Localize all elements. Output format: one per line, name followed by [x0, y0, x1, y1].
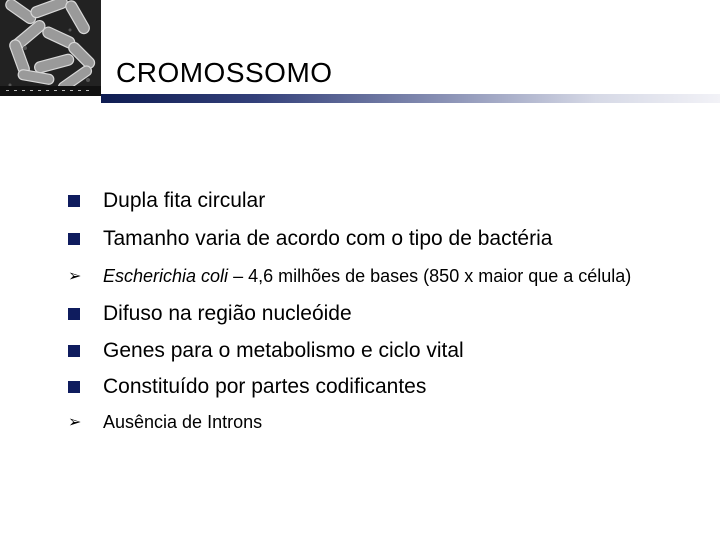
- sub-bullet-text: Ausência de Introns: [103, 412, 263, 432]
- bullet-text: Tamanho varia de acordo com o tipo de bactéria: [103, 227, 553, 250]
- sub-bullet-item: [0, 264, 720, 294]
- bullet-item: [0, 226, 720, 256]
- bullet-item: [0, 338, 720, 368]
- bullet-item: [0, 188, 720, 218]
- sub-bullet-item: [0, 410, 720, 440]
- square-bullet-icon: [68, 381, 80, 393]
- square-bullet-icon: [68, 308, 80, 320]
- square-bullet-icon: [68, 233, 80, 245]
- bullet-text: Constituído por partes codificantes: [103, 375, 427, 398]
- bullet-text: Difuso na região nucleóide: [103, 302, 352, 325]
- bullet-text: Dupla fita circular: [103, 189, 266, 212]
- sub-bullet-detail: – 4,6 milhões de bases (850 x maior que a célula): [228, 266, 632, 286]
- bullet-text: Genes para o metabolismo e ciclo vital: [103, 339, 464, 362]
- arrow-bullet-icon: ➢: [68, 266, 82, 285]
- bullet-item: [0, 301, 720, 331]
- sub-bullet-text: [103, 266, 631, 287]
- square-bullet-icon: [68, 345, 80, 357]
- species-name: Escherichia coli: [103, 266, 229, 286]
- bullet-item: [0, 374, 720, 404]
- square-bullet-icon: [68, 195, 80, 207]
- slide-title: CROMOSSOMO: [116, 57, 333, 88]
- arrow-bullet-icon: ➢: [68, 412, 82, 431]
